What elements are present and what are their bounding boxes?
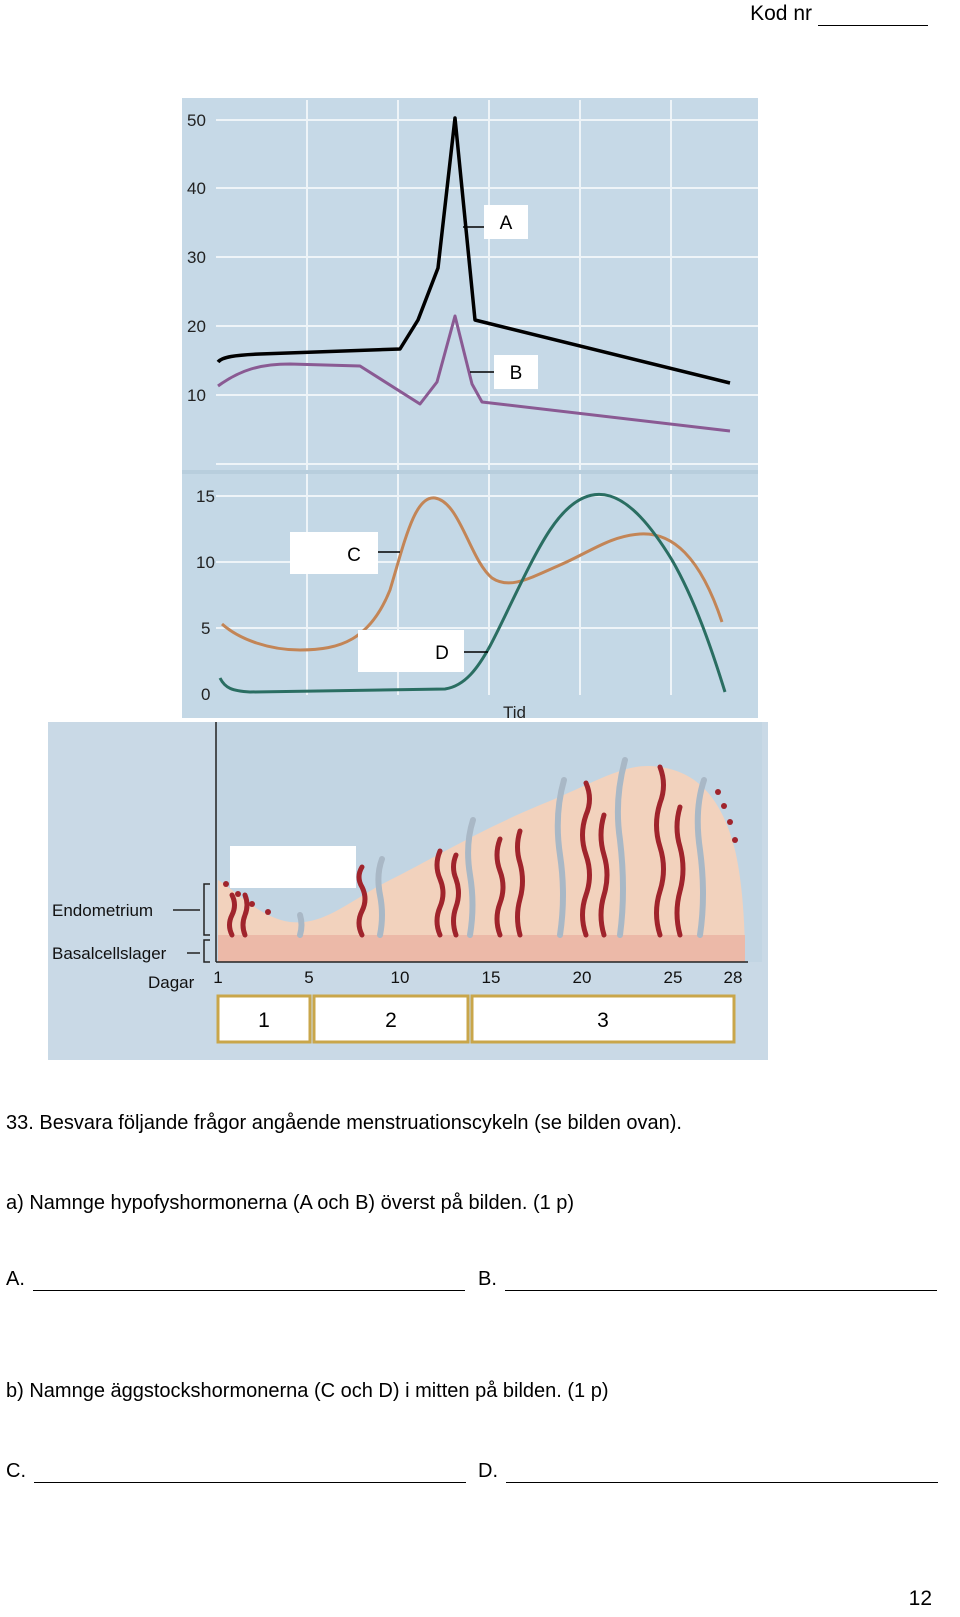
endometrium-illustration bbox=[48, 722, 768, 1060]
answer-b-field[interactable] bbox=[478, 1268, 937, 1291]
answer-c-field[interactable] bbox=[6, 1460, 466, 1483]
day-tick: 25 bbox=[663, 968, 683, 987]
label-days: Dagar bbox=[148, 973, 195, 992]
label-c: C bbox=[347, 545, 361, 566]
answer-a-line[interactable] bbox=[33, 1270, 465, 1291]
top-y-tick: 10 bbox=[187, 386, 206, 405]
blank-label-box bbox=[230, 846, 356, 888]
code-number-label: Kod nr bbox=[750, 2, 812, 25]
label-b: B bbox=[509, 363, 523, 384]
answer-d-label: D. bbox=[478, 1460, 498, 1482]
label-d: D bbox=[435, 643, 449, 664]
top-y-tick: 20 bbox=[187, 317, 206, 336]
day-tick: 28 bbox=[723, 968, 743, 987]
answer-b-line[interactable] bbox=[505, 1270, 937, 1291]
answer-d-line[interactable] bbox=[506, 1462, 938, 1483]
question-a: a) Namnge hypofyshormonerna (A och B) överst på bilden. (1 p) bbox=[6, 1192, 575, 1214]
middle-y-tick: 0 bbox=[201, 685, 211, 704]
day-tick: 1 bbox=[213, 968, 223, 987]
answer-d-field[interactable] bbox=[478, 1460, 938, 1483]
phase-label: 3 bbox=[597, 1009, 609, 1032]
answer-c-label: C. bbox=[6, 1460, 26, 1482]
top-hormone-chart bbox=[182, 98, 758, 470]
label-endometrium: Endometrium bbox=[52, 901, 154, 920]
phase-label: 1 bbox=[258, 1009, 270, 1032]
label-basal-layer: Basalcellslager bbox=[52, 944, 167, 963]
basal-layer bbox=[218, 935, 745, 962]
phase-boxes bbox=[218, 996, 734, 1042]
middle-x-label: Tid bbox=[503, 703, 526, 722]
answer-b-label: B. bbox=[478, 1268, 497, 1290]
day-tick: 20 bbox=[572, 968, 592, 987]
top-y-tick: 40 bbox=[187, 179, 206, 198]
label-c-box bbox=[290, 532, 378, 574]
middle-y-tick: 5 bbox=[201, 619, 211, 638]
middle-y-tick: 10 bbox=[196, 553, 215, 572]
answer-a-field[interactable] bbox=[6, 1268, 465, 1291]
answer-a-label: A. bbox=[6, 1268, 25, 1290]
day-tick: 10 bbox=[390, 968, 410, 987]
question-33: 33. Besvara följande frågor angående menstruationscykeln (se bilden ovan). bbox=[6, 1112, 682, 1134]
middle-hormone-chart bbox=[182, 470, 758, 722]
top-y-tick: 30 bbox=[187, 248, 206, 267]
day-tick: 5 bbox=[304, 968, 314, 987]
day-tick: 15 bbox=[481, 968, 501, 987]
page-number: 12 bbox=[908, 1587, 932, 1610]
phase-label: 2 bbox=[385, 1009, 397, 1032]
question-b: b) Namnge äggstockshormonerna (C och D) i mitten på bilden. (1 p) bbox=[6, 1380, 609, 1402]
answer-c-line[interactable] bbox=[34, 1462, 466, 1483]
label-a: A bbox=[499, 213, 513, 234]
top-y-tick: 50 bbox=[187, 111, 206, 130]
middle-y-tick: 15 bbox=[196, 487, 215, 506]
